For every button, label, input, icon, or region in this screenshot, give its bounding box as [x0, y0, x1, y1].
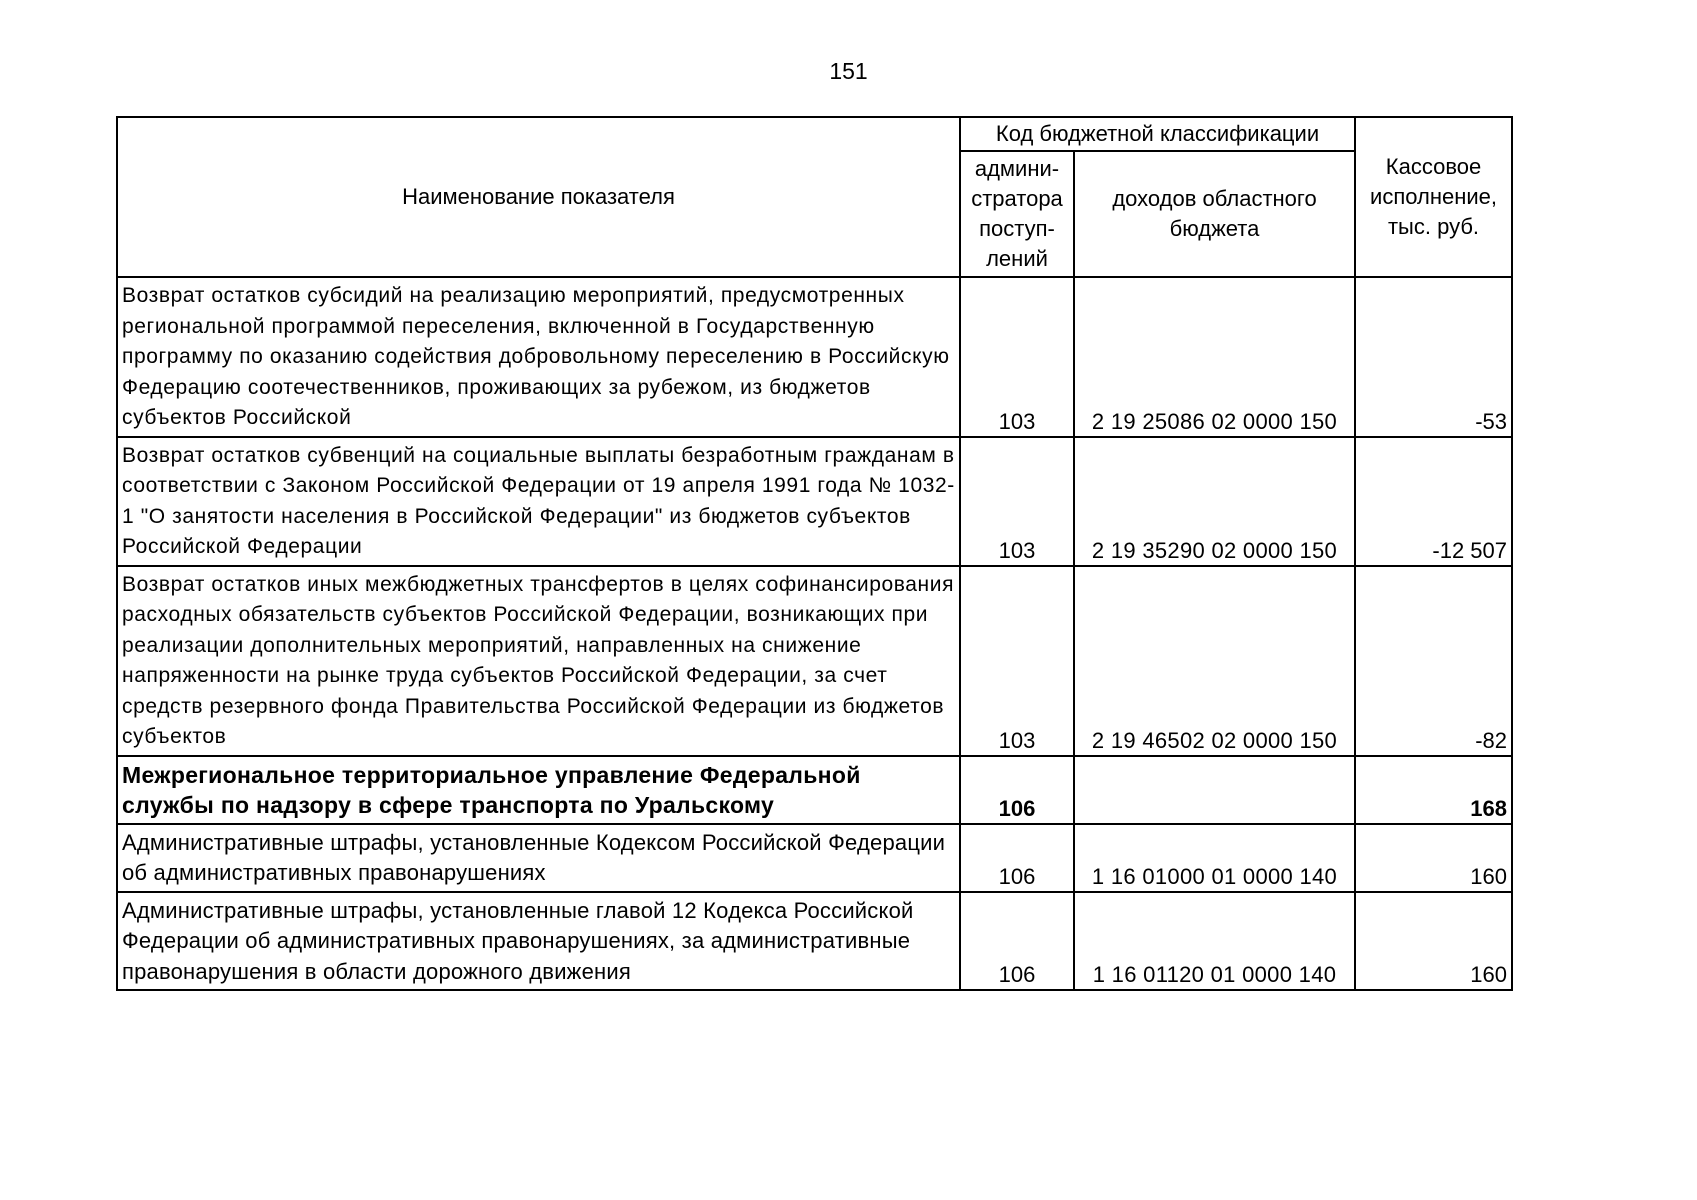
- row-code: 1 16 01120 01 0000 140: [1074, 892, 1355, 991]
- row-code: [1074, 756, 1355, 824]
- row-name: Межрегиональное территориальное управление Федеральной службы по надзору в сфере транспорта по Уральскому: [117, 756, 960, 824]
- row-amount: -82: [1355, 566, 1512, 756]
- table-row: [117, 756, 1512, 824]
- row-amount: -53: [1355, 277, 1512, 437]
- row-amount: 160: [1355, 824, 1512, 892]
- table-row: [117, 437, 1512, 566]
- header-code-group: Код бюджетной классификации: [960, 117, 1355, 151]
- header-execution: Кассовое исполнение, тыс. руб.: [1355, 117, 1512, 277]
- row-code: 2 19 46502 02 0000 150: [1074, 566, 1355, 756]
- page-number: 151: [829, 58, 868, 84]
- row-admin: 103: [960, 566, 1074, 756]
- row-code: 1 16 01000 01 0000 140: [1074, 824, 1355, 892]
- row-name: Возврат остатков иных межбюджетных трансфертов в целях софинансирования расходных обязательств субъектов Российской Федерации, возникающих при реализации дополнительных мероприятий, направленных на снижение напряженности на рынке труда субъектов Российской Федерации, за счет средств резервного фонда Правительства Российской Федерации из бюджетов субъектов: [117, 566, 960, 756]
- header-income: доходов областного бюджета: [1074, 151, 1355, 277]
- row-admin: 103: [960, 277, 1074, 437]
- row-amount: 160: [1355, 892, 1512, 991]
- header-name: Наименование показателя: [117, 117, 960, 277]
- row-name: Административные штрафы, установленные главой 12 Кодекса Российской Федерации об административных правонарушениях, за административные правонарушения в области дорожного движения: [117, 892, 960, 991]
- header-admin: админи-стратора поступ-лений: [960, 151, 1074, 277]
- table-row: [117, 824, 1512, 892]
- table-row: [117, 277, 1512, 437]
- table-row: [117, 566, 1512, 756]
- row-amount: 168: [1355, 756, 1512, 824]
- row-name: Возврат остатков субсидий на реализацию мероприятий, предусмотренных региональной программой переселения, включенной в Государственную программу по оказанию содействия добровольному переселению в Российскую Федерацию соотечественников, проживающих за рубежом, из бюджетов субъектов Российской: [117, 277, 960, 437]
- table-row: [117, 892, 1512, 991]
- row-amount: -12 507: [1355, 437, 1512, 566]
- row-code: 2 19 25086 02 0000 150: [1074, 277, 1355, 437]
- row-admin: 106: [960, 892, 1074, 991]
- row-name: Возврат остатков субвенций на социальные выплаты безработным гражданам в соответствии с Законом Российской Федерации от 19 апреля 1991 года № 1032-1 "О занятости населения в Российской Федерации" из бюджетов субъектов Российской Федерации: [117, 437, 960, 566]
- budget-table: [116, 116, 1513, 991]
- row-admin: 103: [960, 437, 1074, 566]
- row-code: 2 19 35290 02 0000 150: [1074, 437, 1355, 566]
- row-name: Административные штрафы, установленные Кодексом Российской Федерации об административных правонарушениях: [117, 824, 960, 892]
- row-admin: 106: [960, 824, 1074, 892]
- row-admin: 106: [960, 756, 1074, 824]
